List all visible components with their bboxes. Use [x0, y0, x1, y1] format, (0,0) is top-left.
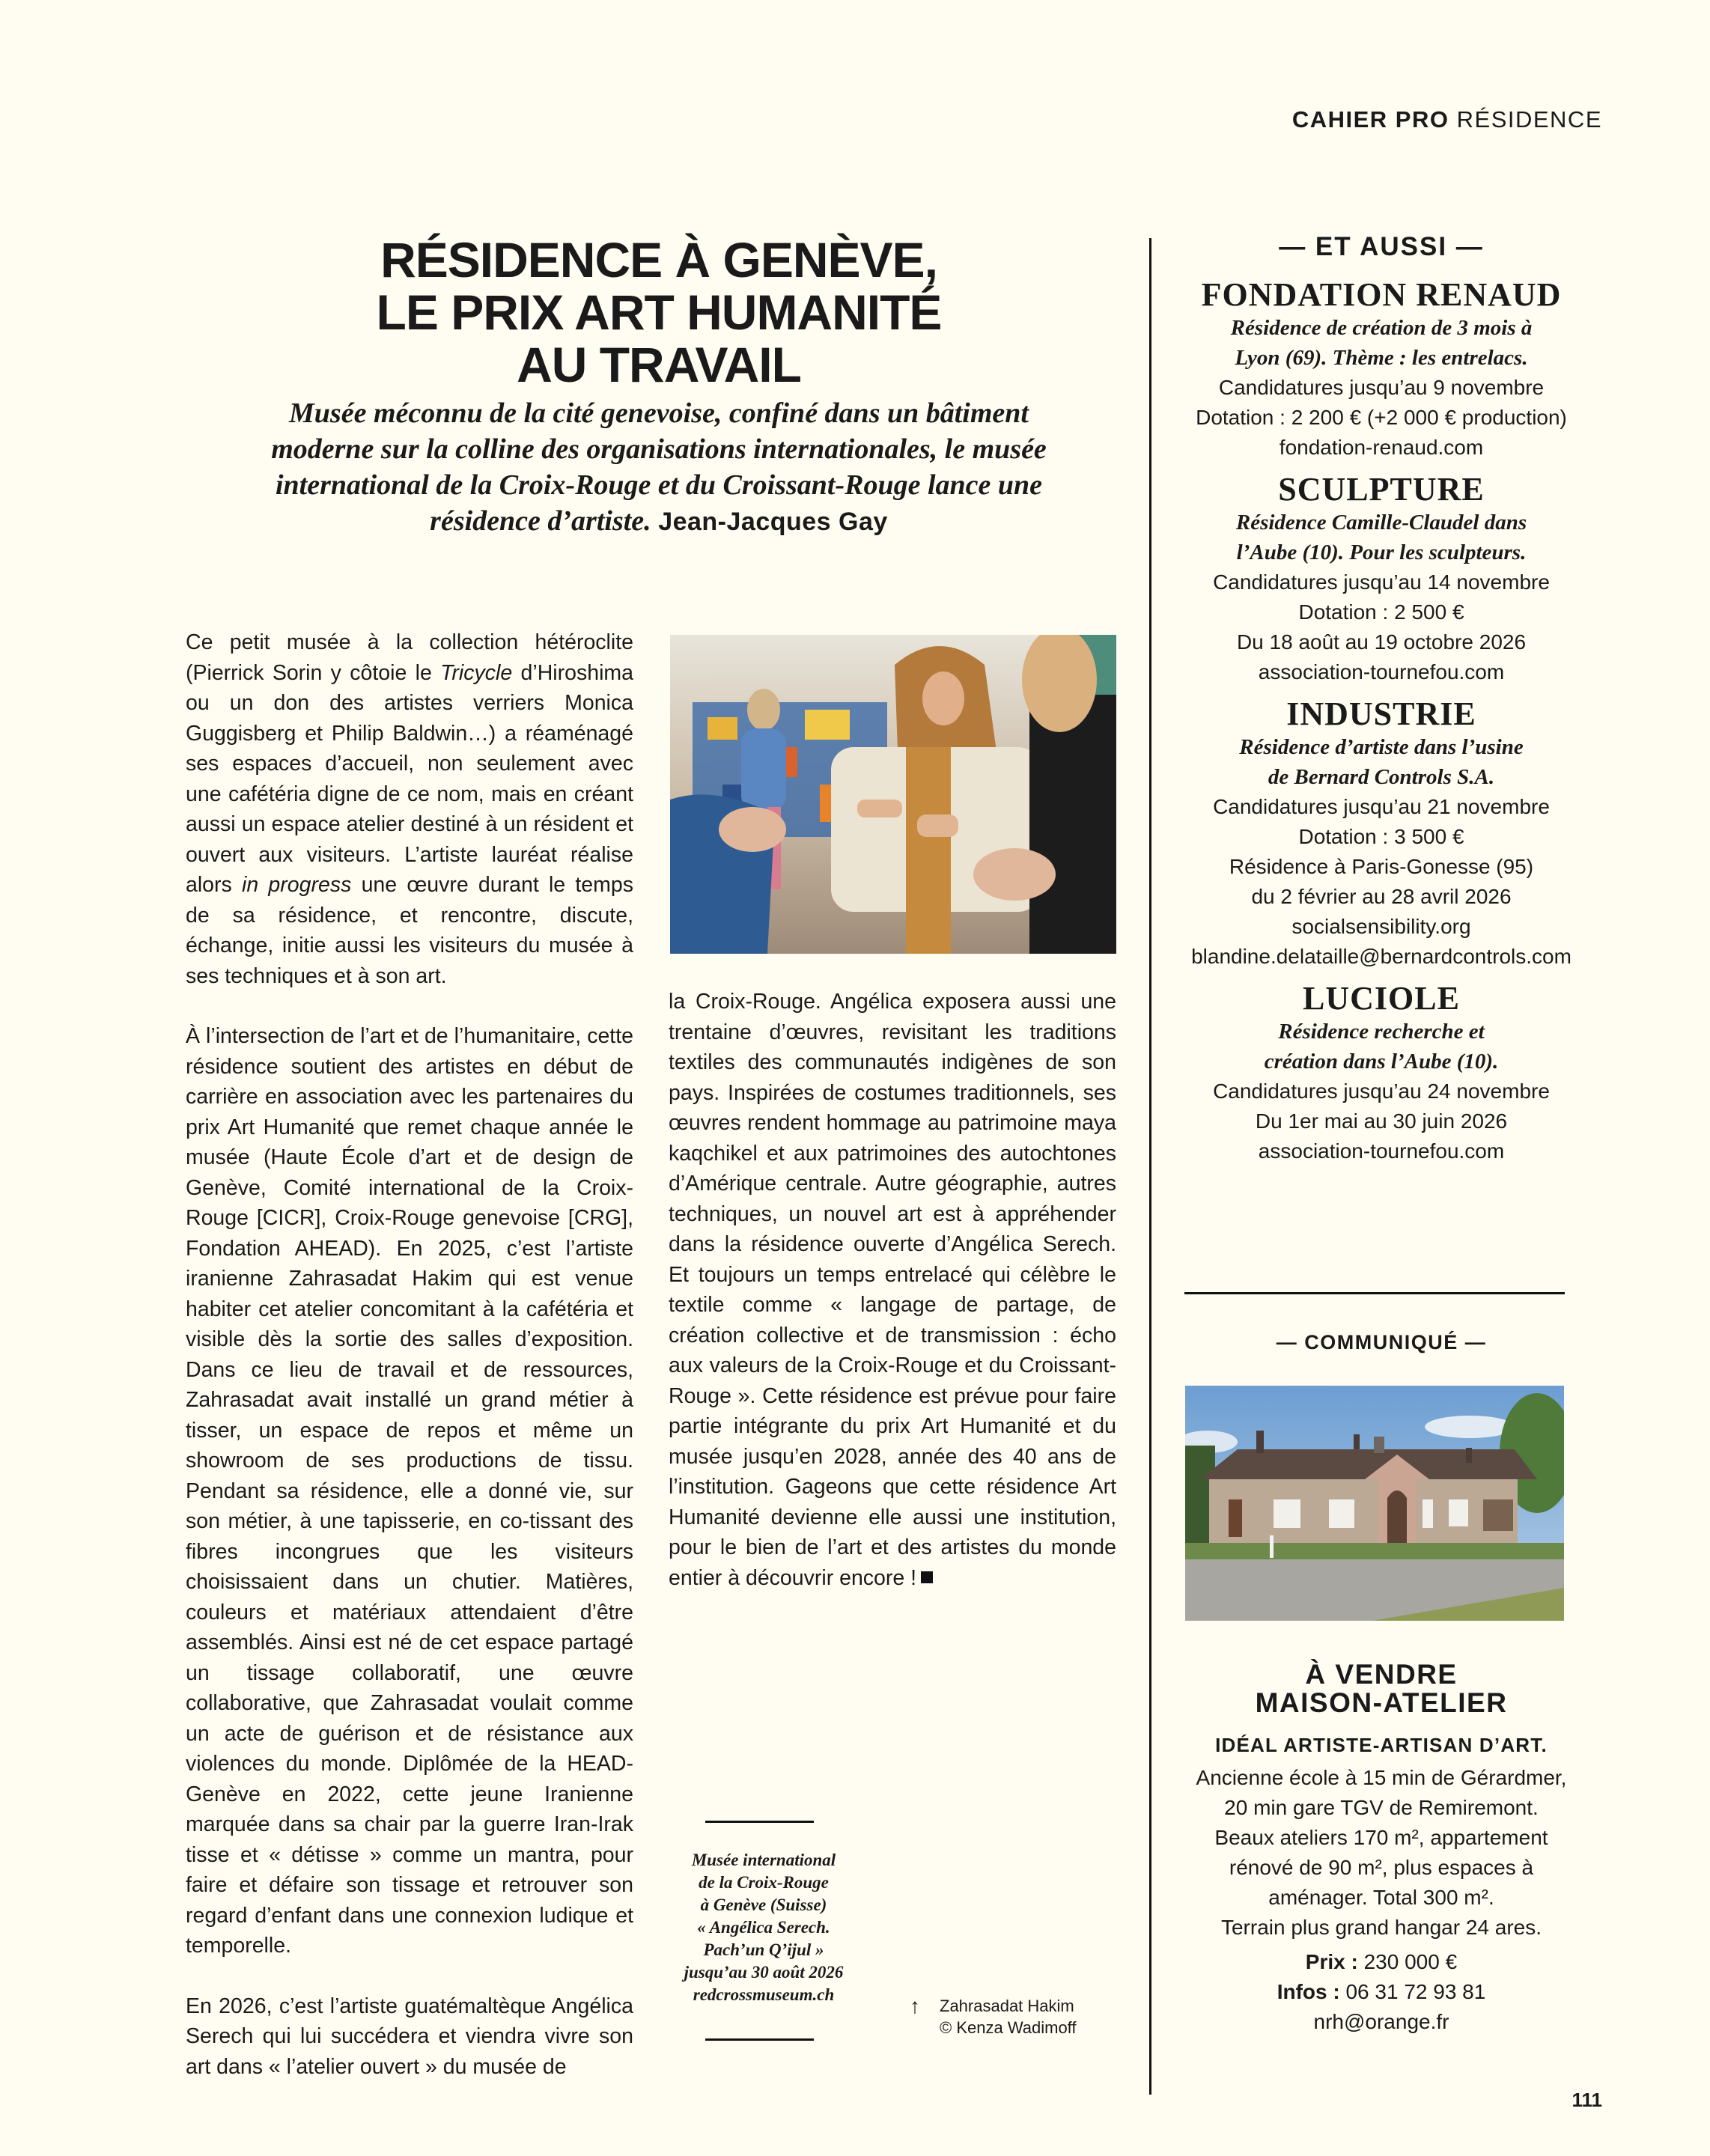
body-paragraph [669, 987, 1116, 1593]
entry-subtitle: Lyon (69). Thème : les entrelacs. [1235, 346, 1528, 370]
ad-infos [1160, 1977, 1602, 2007]
house-photo [1185, 1386, 1564, 1621]
entry-subtitle: Résidence recherche et [1278, 1020, 1485, 1044]
phone-number[interactable]: 06 31 72 93 81 [1345, 1980, 1486, 2003]
entry-line: Dotation : 2 200 € (+2 000 € production) [1196, 406, 1567, 429]
entry-line: Résidence à Paris-Gonesse (95) [1229, 855, 1534, 878]
entry-line: Candidatures jusqu’au 24 novembre [1213, 1079, 1550, 1103]
entry-subtitle: Résidence Camille-Claudel dans [1235, 511, 1527, 535]
info-line: Pach’un Q’ijul » [703, 1940, 824, 1959]
entry-title: FONDATION RENAUD [1201, 276, 1562, 313]
info-box-top-rule [705, 1821, 814, 1823]
section-label: CAHIER PRO [1291, 106, 1449, 133]
entry-subtitle: Résidence de création de 3 mois à [1230, 316, 1533, 340]
arrow-up-icon: ↑ [910, 1994, 920, 2018]
entry-title: INDUSTRIE [1286, 695, 1476, 732]
body-column-2 [669, 987, 1116, 1623]
text-run: la Croix-Rouge. Angélica exposera aussi une trentaine d’œuvres, revisitant les traditions textiles des communautés indigènes de son pays. Inspirées de costumes traditionnels, ses œuvres rendent hommage au patrimoine maya kaqchikel et aux patrimoines des autochtones d’Amérique centrale. Autre géographie, autres techniques, un nouvel art est à appréhender dans la résidence ouverte d’Angélica Serech. Et toujours un temps entrelacé qui célèbre le textile comme « langage de partage, de création collective et de transmission : écho aux valeurs de la Croix-Rouge et du Croissant-Rouge ». Cette résidence est prévue pour faire partie intégrante du prix Art Humanité et du musée jusqu’en 2028, année des 40 ans de l’institution. Gageons que cette résidence Art Humanité devienne elle aussi une institution, pour le bien de l’art et des artistes du monde entier à découvrir encore ! [669, 990, 1116, 1590]
headline-line: LE PRIX ART HUMANITÉ [376, 284, 942, 340]
article-headline [285, 234, 1033, 391]
info-line: Musée international [691, 1851, 836, 1869]
entry-line: Du 18 août au 19 octobre 2026 [1236, 630, 1527, 654]
sidebar-entry [1160, 472, 1602, 687]
text-run: d’Hiroshima ou un don des artistes verriers Monica Guggisberg et Philip Baldwin…) a réaménagé ses espaces d’accueil, non seulement avec une cafétéria digne de ce nom, mais en créant aussi un espace atelier destiné à un résident et ouvert aux visiteurs. L’artiste lauréat réalise alors [186, 660, 633, 897]
body-paragraph [186, 627, 633, 991]
entry-subtitle: de Bernard Controls S.A. [1268, 765, 1495, 789]
info-line: « Angélica Serech. [697, 1918, 830, 1937]
ad-line: aménager. Total 300 m². [1268, 1886, 1494, 1909]
price-label: Prix : [1305, 1950, 1358, 1973]
sidebar-label: — ET AUSSI — [1279, 232, 1484, 261]
ad-title-line: MAISON-ATELIER [1255, 1687, 1508, 1718]
end-of-article-mark [921, 1571, 933, 1583]
entry-line: Du 1er mai au 30 juin 2026 [1255, 1109, 1508, 1133]
entry-link[interactable]: socialsensibility.org [1291, 915, 1471, 938]
article-standfirst [270, 395, 1048, 540]
credit-subject: Zahrasadat Hakim [940, 1997, 1074, 2015]
standfirst-text: Musée méconnu de la cité genevoise, confiné dans un bâtiment moderne sur la colline des organisations internationales, le musée international de la Croix-Rouge et du Croissant-Rouge lance une résidence d’artiste. [271, 398, 1047, 537]
sidebar-entry [1160, 981, 1602, 1166]
ad-price [1160, 1947, 1602, 1977]
ad-line: Beaux ateliers 170 m², appartement [1214, 1826, 1548, 1849]
weaving-workshop-image [670, 635, 1116, 954]
headline-line: RÉSIDENCE À GENÈVE, [380, 232, 937, 287]
ad-subtitle: IDÉAL ARTISTE-ARTISAN D’ART. [1215, 1734, 1548, 1756]
ad-line: Terrain plus grand hangar 24 ares. [1220, 1916, 1542, 1939]
infos-label: Infos : [1277, 1980, 1340, 2003]
entry-title: SCULPTURE [1278, 471, 1485, 508]
entry-title: LUCIOLE [1303, 980, 1460, 1017]
entry-line: Candidatures jusqu’au 9 novembre [1218, 376, 1545, 399]
text-run: une œuvre durant le temps de sa résidence, et rencontre, discute, échange, initie aussi les visiteurs du musée à ses techniques et à son art. [186, 873, 633, 988]
entry-link[interactable]: association-tournefou.com [1258, 660, 1505, 683]
entry-link[interactable]: association-tournefou.com [1258, 1139, 1505, 1163]
entry-line: Candidatures jusqu’au 21 novembre [1213, 795, 1550, 818]
entry-subtitle: création dans l’Aube (10). [1264, 1050, 1499, 1074]
ad-line: rénové de 90 m², plus espaces à [1229, 1856, 1534, 1879]
text-run: Ce petit musée à la collection hétéroclite (Pierrick Sorin y côtoie le [186, 630, 633, 685]
communique-label: — COMMUNIQUÉ — [1276, 1331, 1487, 1353]
price-value: 230 000 € [1363, 1950, 1458, 1973]
property-ad [1160, 1660, 1602, 2037]
body-column-1 [186, 627, 633, 2082]
ad-title-line: À VENDRE [1305, 1659, 1458, 1690]
info-box-bottom-rule [705, 2038, 814, 2041]
ad-line: 20 min gare TGV de Remiremont. [1224, 1796, 1539, 1819]
sidebar-rule [1184, 1292, 1565, 1294]
running-header [1273, 106, 1602, 133]
info-line: à Genève (Suisse) [700, 1895, 827, 1914]
ad-email[interactable]: nrh@orange.fr [1313, 2010, 1449, 2033]
entry-email[interactable]: blandine.delataille@bernardcontrols.com [1191, 945, 1571, 968]
author-byline: Jean-Jacques Gay [658, 508, 888, 536]
sidebar-et-aussi [1160, 232, 1602, 1175]
credit-photographer: © Kenza Wadimoff [940, 2018, 1077, 2037]
entry-link[interactable]: fondation-renaud.com [1279, 436, 1484, 459]
body-paragraph: À l’intersection de l’art et de l’humanitaire, cette résidence soutient des artistes en début de carrière en association avec les partenaires du prix Art Humanité que remet chaque année le musée (Haute École d’art et de design de Genève, Comité international de la Croix-Rouge [CICR], Croix-Rouge genevoise [CRG], Fondation AHEAD). En 2025, c’est l’artiste iranienne Zahrasadat Hakim qui est venue habiter cet atelier concomitant à la cafétéria et visible dès la sortie des salles d’exposition. Dans ce lieu de travail et de ressources, Zahrasadat avait installé un grand métier à tisser, un espace de repos et même un showroom de ses productions de tissu. Pendant sa résidence, elle a donné vie, sur son métier, à une tapisserie, en co-tissant des fibres incongrues que les visiteurs choisissaient dans un chutier. Matières, couleurs et matériaux attendaient d’être assemblés. Ainsi est né de cet espace partagé un tissage collaboratif, une œuvre collaborative, que Zahrasadat voulait comme un acte de guérison et de résistance aux violences du monde. Diplômée de la HEAD-Genève en 2022, cette jeune Iranienne marquée dans sa chair par la guerre Iran-Irak tisse et « détisse » comme un mantra, pour faire et défaire son tissage et retrouver son regard d’enfant dans une connexion ludique et temporelle. [186, 1024, 633, 1958]
entry-subtitle: Résidence d’artiste dans l’usine [1239, 735, 1524, 759]
italic-title: Tricycle [440, 660, 513, 685]
column-divider [1149, 238, 1151, 2095]
article-photo [670, 635, 1116, 954]
school-house-image [1185, 1386, 1564, 1621]
page-number: 111 [1571, 2089, 1602, 2111]
sidebar-entry [1160, 277, 1602, 463]
info-line: jusqu’au 30 août 2026 [684, 1963, 844, 1982]
entry-line: Dotation : 3 500 € [1298, 825, 1464, 848]
info-link[interactable]: redcrossmuseum.ch [693, 1985, 835, 2004]
sidebar-entry [1160, 696, 1602, 972]
subsection-label: RÉSIDENCE [1456, 106, 1602, 133]
entry-line: du 2 février au 28 avril 2026 [1251, 885, 1512, 908]
photo-credit [910, 1995, 1119, 2038]
entry-line: Candidatures jusqu’au 14 novembre [1213, 570, 1550, 594]
ad-line: Ancienne école à 15 min de Gérardmer, [1196, 1766, 1567, 1789]
headline-line: AU TRAVAIL [517, 337, 801, 392]
body-paragraph: En 2026, c’est l’artiste guatémaltèque Angélica Serech qui lui succédera et viendra vivre son art dans « l’atelier ouvert » du musée de [186, 1994, 633, 2079]
info-line: de la Croix-Rouge [699, 1873, 829, 1892]
italic-phrase: in progress [242, 873, 352, 897]
exhibition-info-box [666, 1849, 861, 2006]
entry-subtitle: l’Aube (10). Pour les sculpteurs. [1236, 540, 1527, 564]
entry-line: Dotation : 2 500 € [1298, 600, 1464, 624]
